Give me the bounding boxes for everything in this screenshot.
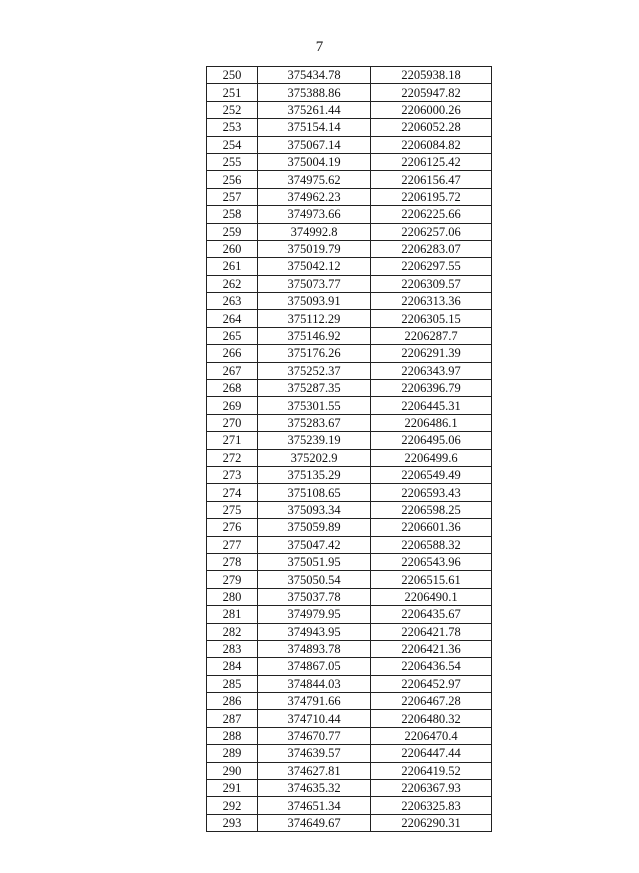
- table-row: [207, 553, 492, 570]
- x-coordinate-cell: 374973.66: [258, 206, 371, 223]
- point-number-cell: 284: [207, 658, 258, 675]
- point-number-cell: 288: [207, 727, 258, 744]
- point-number-cell: 250: [207, 67, 258, 84]
- table-row: [207, 223, 492, 240]
- y-coordinate-cell: 2206421.36: [371, 640, 492, 657]
- table-row: [207, 501, 492, 518]
- x-coordinate-cell: 374635.32: [258, 780, 371, 797]
- table-row: [207, 519, 492, 536]
- x-coordinate-cell: 374791.66: [258, 693, 371, 710]
- y-coordinate-cell: 2206419.52: [371, 762, 492, 779]
- table-row: [207, 432, 492, 449]
- x-coordinate-cell: 374639.57: [258, 745, 371, 762]
- table-row: [207, 293, 492, 310]
- x-coordinate-cell: 375042.12: [258, 258, 371, 275]
- x-coordinate-cell: 375108.65: [258, 484, 371, 501]
- x-coordinate-cell: 375261.44: [258, 101, 371, 118]
- y-coordinate-cell: 2206445.31: [371, 397, 492, 414]
- table-row: [207, 727, 492, 744]
- y-coordinate-cell: 2206495.06: [371, 432, 492, 449]
- table-row: [207, 710, 492, 727]
- x-coordinate-cell: 374979.95: [258, 606, 371, 623]
- y-coordinate-cell: 2206291.39: [371, 345, 492, 362]
- point-number-cell: 281: [207, 606, 258, 623]
- point-number-cell: 276: [207, 519, 258, 536]
- y-coordinate-cell: 2206052.28: [371, 119, 492, 136]
- point-number-cell: 261: [207, 258, 258, 275]
- point-number-cell: 267: [207, 362, 258, 379]
- point-number-cell: 263: [207, 293, 258, 310]
- x-coordinate-cell: 375047.42: [258, 536, 371, 553]
- table-row: [207, 797, 492, 814]
- y-coordinate-cell: 2205947.82: [371, 84, 492, 101]
- y-coordinate-cell: 2206283.07: [371, 240, 492, 257]
- point-number-cell: 262: [207, 275, 258, 292]
- y-coordinate-cell: 2206470.4: [371, 727, 492, 744]
- point-number-cell: 258: [207, 206, 258, 223]
- x-coordinate-cell: 374844.03: [258, 675, 371, 692]
- y-coordinate-cell: 2206367.93: [371, 780, 492, 797]
- point-number-cell: 291: [207, 780, 258, 797]
- x-coordinate-cell: 375073.77: [258, 275, 371, 292]
- x-coordinate-cell: 375287.35: [258, 380, 371, 397]
- point-number-cell: 270: [207, 414, 258, 431]
- y-coordinate-cell: 2206598.25: [371, 501, 492, 518]
- table-row: [207, 658, 492, 675]
- point-number-cell: 273: [207, 466, 258, 483]
- point-number-cell: 260: [207, 240, 258, 257]
- y-coordinate-cell: 2206156.47: [371, 171, 492, 188]
- y-coordinate-cell: 2206305.15: [371, 310, 492, 327]
- point-number-cell: 290: [207, 762, 258, 779]
- table-row: [207, 780, 492, 797]
- point-number-cell: 282: [207, 623, 258, 640]
- table-row: [207, 84, 492, 101]
- point-number-cell: 254: [207, 136, 258, 153]
- y-coordinate-cell: 2206588.32: [371, 536, 492, 553]
- y-coordinate-cell: 2206000.26: [371, 101, 492, 118]
- point-number-cell: 293: [207, 814, 258, 831]
- point-number-cell: 271: [207, 432, 258, 449]
- table-row: [207, 640, 492, 657]
- x-coordinate-cell: 374975.62: [258, 171, 371, 188]
- table-row: [207, 136, 492, 153]
- x-coordinate-cell: 375283.67: [258, 414, 371, 431]
- y-coordinate-cell: 2206290.31: [371, 814, 492, 831]
- x-coordinate-cell: 375059.89: [258, 519, 371, 536]
- x-coordinate-cell: 374649.67: [258, 814, 371, 831]
- x-coordinate-cell: 375051.95: [258, 553, 371, 570]
- coordinates-table: [206, 66, 492, 832]
- table-row: [207, 240, 492, 257]
- table-row: [207, 414, 492, 431]
- table-row: [207, 345, 492, 362]
- x-coordinate-cell: 375093.34: [258, 501, 371, 518]
- point-number-cell: 289: [207, 745, 258, 762]
- x-coordinate-cell: 375004.19: [258, 153, 371, 170]
- y-coordinate-cell: 2206447.44: [371, 745, 492, 762]
- x-coordinate-cell: 374670.77: [258, 727, 371, 744]
- x-coordinate-cell: 375252.37: [258, 362, 371, 379]
- table-row: [207, 588, 492, 605]
- y-coordinate-cell: 2206297.55: [371, 258, 492, 275]
- x-coordinate-cell: 375434.78: [258, 67, 371, 84]
- x-coordinate-cell: 375050.54: [258, 571, 371, 588]
- table-row: [207, 119, 492, 136]
- x-coordinate-cell: 375388.86: [258, 84, 371, 101]
- table-row: [207, 571, 492, 588]
- x-coordinate-cell: 375093.91: [258, 293, 371, 310]
- x-coordinate-cell: 375146.92: [258, 327, 371, 344]
- y-coordinate-cell: 2206601.36: [371, 519, 492, 536]
- table-row: [207, 397, 492, 414]
- point-number-cell: 265: [207, 327, 258, 344]
- y-coordinate-cell: 2205938.18: [371, 67, 492, 84]
- y-coordinate-cell: 2206084.82: [371, 136, 492, 153]
- y-coordinate-cell: 2206499.6: [371, 449, 492, 466]
- x-coordinate-cell: 375112.29: [258, 310, 371, 327]
- table-row: [207, 67, 492, 84]
- point-number-cell: 292: [207, 797, 258, 814]
- point-number-cell: 274: [207, 484, 258, 501]
- x-coordinate-cell: 374627.81: [258, 762, 371, 779]
- table-row: [207, 606, 492, 623]
- point-number-cell: 269: [207, 397, 258, 414]
- point-number-cell: 277: [207, 536, 258, 553]
- table-row: [207, 362, 492, 379]
- table-row: [207, 101, 492, 118]
- x-coordinate-cell: 374962.23: [258, 188, 371, 205]
- x-coordinate-cell: 374867.05: [258, 658, 371, 675]
- y-coordinate-cell: 2206486.1: [371, 414, 492, 431]
- point-number-cell: 253: [207, 119, 258, 136]
- table-row: [207, 484, 492, 501]
- table-row: [207, 380, 492, 397]
- table-row: [207, 449, 492, 466]
- point-number-cell: 251: [207, 84, 258, 101]
- table-row: [207, 153, 492, 170]
- point-number-cell: 283: [207, 640, 258, 657]
- y-coordinate-cell: 2206313.36: [371, 293, 492, 310]
- point-number-cell: 275: [207, 501, 258, 518]
- table-row: [207, 206, 492, 223]
- point-number-cell: 280: [207, 588, 258, 605]
- y-coordinate-cell: 2206309.57: [371, 275, 492, 292]
- point-number-cell: 256: [207, 171, 258, 188]
- table-row: [207, 814, 492, 831]
- x-coordinate-cell: 375135.29: [258, 466, 371, 483]
- x-coordinate-cell: 374992.8: [258, 223, 371, 240]
- point-number-cell: 285: [207, 675, 258, 692]
- y-coordinate-cell: 2206396.79: [371, 380, 492, 397]
- x-coordinate-cell: 374651.34: [258, 797, 371, 814]
- y-coordinate-cell: 2206435.67: [371, 606, 492, 623]
- table-row: [207, 258, 492, 275]
- point-number-cell: 264: [207, 310, 258, 327]
- y-coordinate-cell: 2206452.97: [371, 675, 492, 692]
- table-row: [207, 171, 492, 188]
- point-number-cell: 287: [207, 710, 258, 727]
- table-row: [207, 623, 492, 640]
- x-coordinate-cell: 375202.9: [258, 449, 371, 466]
- y-coordinate-cell: 2206480.32: [371, 710, 492, 727]
- x-coordinate-cell: 375019.79: [258, 240, 371, 257]
- y-coordinate-cell: 2206421.78: [371, 623, 492, 640]
- x-coordinate-cell: 375067.14: [258, 136, 371, 153]
- table-row: [207, 466, 492, 483]
- table-row: [207, 310, 492, 327]
- y-coordinate-cell: 2206343.97: [371, 362, 492, 379]
- table-row: [207, 275, 492, 292]
- point-number-cell: 272: [207, 449, 258, 466]
- point-number-cell: 266: [207, 345, 258, 362]
- y-coordinate-cell: 2206436.54: [371, 658, 492, 675]
- table-row: [207, 327, 492, 344]
- y-coordinate-cell: 2206490.1: [371, 588, 492, 605]
- table-row: [207, 762, 492, 779]
- y-coordinate-cell: 2206515.61: [371, 571, 492, 588]
- table-row: [207, 188, 492, 205]
- point-number-cell: 279: [207, 571, 258, 588]
- point-number-cell: 286: [207, 693, 258, 710]
- y-coordinate-cell: 2206593.43: [371, 484, 492, 501]
- y-coordinate-cell: 2206549.49: [371, 466, 492, 483]
- y-coordinate-cell: 2206225.66: [371, 206, 492, 223]
- y-coordinate-cell: 2206287.7: [371, 327, 492, 344]
- y-coordinate-cell: 2206467.28: [371, 693, 492, 710]
- table-row: [207, 536, 492, 553]
- x-coordinate-cell: 374710.44: [258, 710, 371, 727]
- point-number-cell: 252: [207, 101, 258, 118]
- page-number: 7: [315, 39, 324, 55]
- table-row: [207, 675, 492, 692]
- y-coordinate-cell: 2206125.42: [371, 153, 492, 170]
- point-number-cell: 268: [207, 380, 258, 397]
- coordinates-table-body: [207, 67, 492, 832]
- x-coordinate-cell: 374893.78: [258, 640, 371, 657]
- y-coordinate-cell: 2206325.83: [371, 797, 492, 814]
- x-coordinate-cell: 375154.14: [258, 119, 371, 136]
- table-row: [207, 745, 492, 762]
- table-row: [207, 693, 492, 710]
- x-coordinate-cell: 375301.55: [258, 397, 371, 414]
- x-coordinate-cell: 375037.78: [258, 588, 371, 605]
- x-coordinate-cell: 374943.95: [258, 623, 371, 640]
- y-coordinate-cell: 2206257.06: [371, 223, 492, 240]
- point-number-cell: 259: [207, 223, 258, 240]
- point-number-cell: 255: [207, 153, 258, 170]
- point-number-cell: 278: [207, 553, 258, 570]
- x-coordinate-cell: 375176.26: [258, 345, 371, 362]
- y-coordinate-cell: 2206195.72: [371, 188, 492, 205]
- point-number-cell: 257: [207, 188, 258, 205]
- y-coordinate-cell: 2206543.96: [371, 553, 492, 570]
- x-coordinate-cell: 375239.19: [258, 432, 371, 449]
